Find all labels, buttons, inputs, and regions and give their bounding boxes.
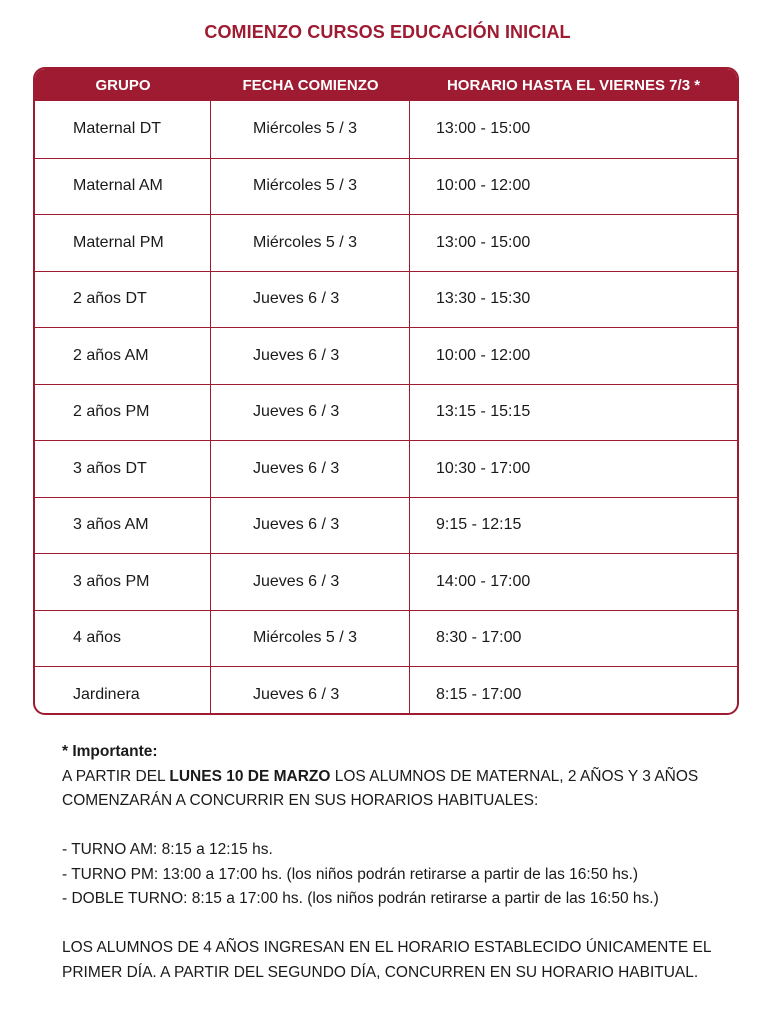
cell-horario: 13:00 - 15:00 — [436, 233, 531, 251]
cell-horario: 10:00 - 12:00 — [436, 346, 531, 364]
table-header — [35, 69, 737, 101]
cell-grupo: 2 años AM — [35, 328, 211, 384]
cell-fecha: Jueves 6 / 3 — [211, 498, 410, 554]
table-row — [35, 214, 737, 271]
turno-pm: - TURNO PM: 13:00 a 17:00 hs. (los niños podrán retirarse a partir de las 16:50 hs.) — [62, 865, 639, 883]
schedule-table — [33, 67, 739, 715]
cell-grupo: Maternal PM — [35, 215, 211, 271]
table-row — [35, 327, 737, 384]
cell-fecha: Jueves 6 / 3 — [211, 554, 410, 610]
cell-grupo: Jardinera — [35, 667, 211, 715]
footer-line-1: LOS ALUMNOS DE 4 AÑOS INGRESAN EN EL HORARIO ESTABLECIDO ÚNICAMENTE EL — [62, 939, 712, 956]
cell-grupo: Maternal DT — [35, 101, 211, 158]
notice-line-1 — [62, 765, 742, 790]
turno-am: - TURNO AM: 8:15 a 12:15 hs. — [62, 841, 273, 858]
table-row — [35, 440, 737, 497]
notice-suffix: LOS ALUMNOS DE MATERNAL, 2 AÑOS Y 3 AÑOS — [330, 767, 699, 785]
table-row — [35, 610, 737, 667]
cell-grupo: 3 años PM — [35, 554, 211, 610]
doble-turno: - DOBLE TURNO: 8:15 a 17:00 hs. (los niños podrán retirarse a partir de las 16:50 hs.) — [62, 890, 659, 907]
cell-horario: 10:00 - 12:00 — [436, 177, 531, 195]
table-row — [35, 666, 737, 715]
spacer — [62, 814, 742, 839]
important-label: * Importante: — [62, 743, 158, 760]
cell-fecha: Miércoles 5 / 3 — [211, 159, 410, 215]
header-horario: HORARIO HASTA EL VIERNES 7/3 * — [446, 76, 701, 94]
table-row — [35, 271, 737, 328]
header-fecha-comienzo: FECHA COMIENZO — [242, 76, 379, 94]
table-row — [35, 553, 737, 610]
cell-fecha: Jueves 6 / 3 — [211, 385, 410, 441]
cell-fecha: Jueves 6 / 3 — [211, 272, 410, 328]
cell-fecha: Miércoles 5 / 3 — [211, 101, 410, 158]
cell-horario: 13:15 - 15:15 — [436, 403, 531, 421]
footer-line-2: PRIMER DÍA. A PARTIR DEL SEGUNDO DÍA, CONCURREN EN SU HORARIO HABITUAL. — [62, 963, 699, 981]
table-row — [35, 384, 737, 441]
cell-horario: 8:30 - 17:00 — [436, 629, 522, 647]
cell-fecha: Jueves 6 / 3 — [211, 441, 410, 497]
cell-horario: 13:30 - 15:30 — [436, 290, 531, 308]
cell-grupo: 4 años — [35, 611, 211, 667]
cell-horario: 14:00 - 17:00 — [436, 572, 531, 590]
cell-horario: 13:00 - 15:00 — [436, 120, 531, 138]
notice-date: LUNES 10 DE MARZO — [169, 767, 331, 785]
cell-horario: 9:15 - 12:15 — [436, 516, 522, 534]
notice-prefix: A PARTIR DEL — [62, 767, 170, 785]
notes-section — [62, 740, 742, 985]
cell-fecha: Miércoles 5 / 3 — [211, 215, 410, 271]
header-grupo: GRUPO — [95, 76, 151, 94]
cell-fecha: Miércoles 5 / 3 — [211, 611, 410, 667]
cell-horario: 10:30 - 17:00 — [436, 459, 531, 477]
table-row — [35, 101, 737, 158]
cell-grupo: Maternal AM — [35, 159, 211, 215]
table-row — [35, 497, 737, 554]
cell-fecha: Jueves 6 / 3 — [211, 667, 410, 715]
cell-grupo: 3 años DT — [35, 441, 211, 497]
cell-horario: 8:15 - 17:00 — [436, 685, 522, 703]
notice-line-2: COMENZARÁN A CONCURRIR EN SUS HORARIOS HABITUALES: — [62, 792, 539, 809]
cell-grupo: 2 años DT — [35, 272, 211, 328]
cell-grupo: 2 años PM — [35, 385, 211, 441]
cell-fecha: Jueves 6 / 3 — [211, 328, 410, 384]
table-row — [35, 158, 737, 215]
page-title: COMIENZO CURSOS EDUCACIÓN INICIAL — [204, 22, 571, 42]
cell-grupo: 3 años AM — [35, 498, 211, 554]
spacer — [62, 912, 742, 937]
